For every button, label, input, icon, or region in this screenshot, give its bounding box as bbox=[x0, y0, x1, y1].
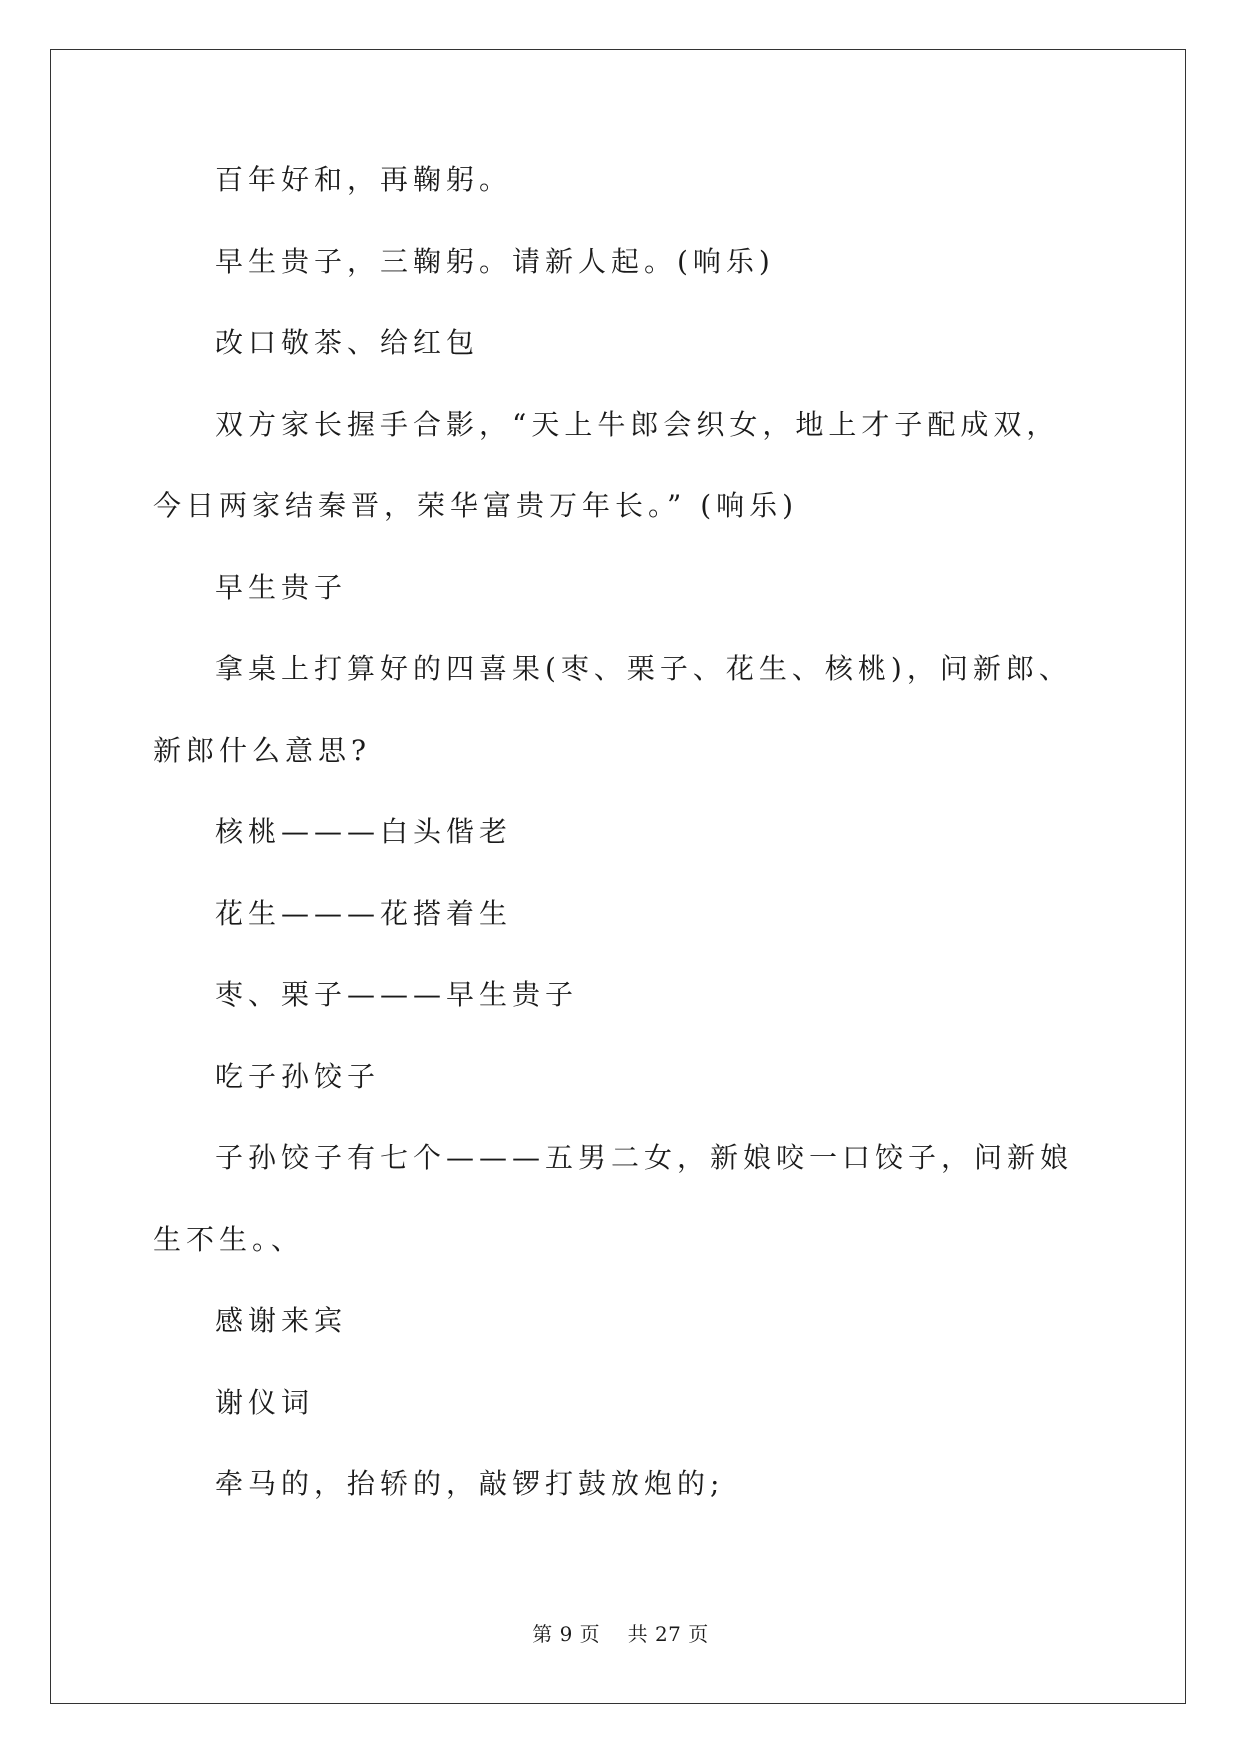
paragraph: 枣、栗子———早生贵子 bbox=[215, 978, 579, 1011]
page-footer bbox=[0, 1618, 1241, 1647]
page-number: 第 9 页 共 27 页 bbox=[532, 1622, 709, 1646]
document-body bbox=[153, 165, 1083, 1525]
paragraph: 牵马的，抬轿的，敲锣打鼓放炮的; bbox=[215, 1467, 725, 1500]
paragraph: 改口敬茶、给红包 bbox=[215, 326, 480, 359]
paragraph: 拿桌上打算好的四喜果(枣、栗子、花生、核桃)，问新郎、新郎什么意思? bbox=[153, 652, 1072, 767]
paragraph: 核桃———白头偕老 bbox=[215, 815, 513, 848]
paragraph: 感谢来宾 bbox=[215, 1304, 348, 1337]
paragraph: 子孙饺子有七个———五男二女，新娘咬一口饺子，问新娘生不生。、 bbox=[153, 1141, 1074, 1256]
paragraph: 早生贵子，三鞠躬。请新人起。(响乐) bbox=[215, 244, 775, 278]
paragraph: 吃子孙饺子 bbox=[215, 1059, 381, 1093]
paragraph: 双方家长握手合影，“天上牛郎会织女，地上才子配成双，今日两家结秦晋，荣华富贵万年长。” (响乐) bbox=[153, 407, 1060, 522]
paragraph: 花生———花搭着生 bbox=[215, 896, 513, 930]
paragraph: 谢仪词 bbox=[215, 1385, 315, 1419]
paragraph: 百年好和，再鞠躬。 bbox=[215, 163, 513, 196]
paragraph: 早生贵子 bbox=[215, 570, 348, 604]
